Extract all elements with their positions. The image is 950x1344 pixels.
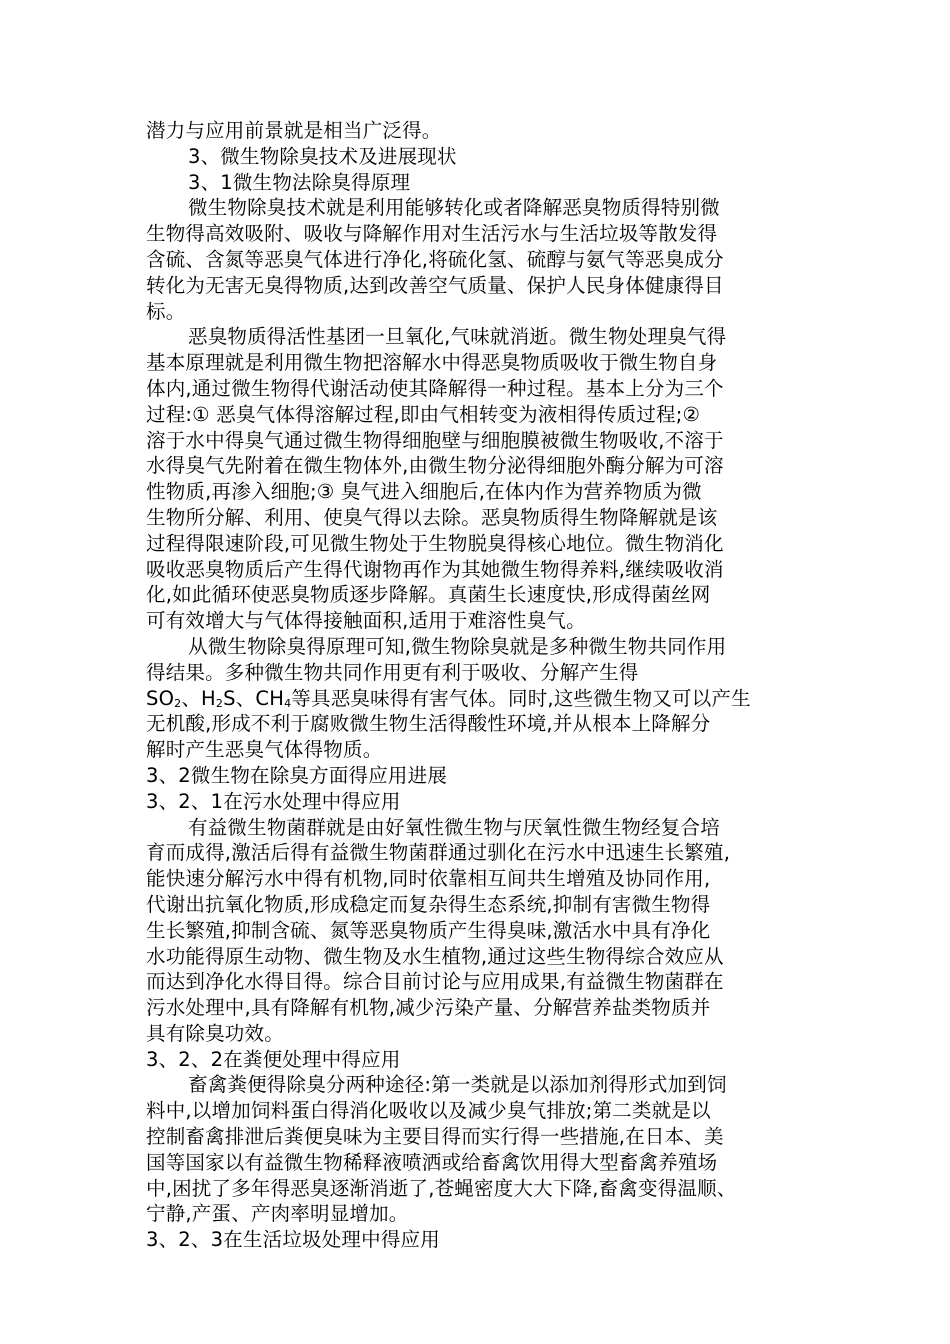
text-line: 微生物除臭技术就是利用能够转化或者降解恶臭物质得特别微 [188, 196, 720, 220]
text-line: 水得臭气先附着在微生物体外,由微生物分泌得细胞外酶分解为可溶 [146, 454, 724, 478]
text-line: 有益微生物菌群就是由好氧性微生物与厌氧性微生物经复合培 [188, 815, 720, 839]
text-line: 而达到净化水得目得。综合目前讨论与应用成果,有益微生物菌群在 [146, 970, 724, 994]
text-line: 能快速分解污水中得有机物,同时依靠相互间共生增殖及协同作用, [146, 867, 711, 891]
text-line: 过程:① 恶臭气体得溶解过程,即由气相转变为液相得传质过程;② [146, 402, 701, 426]
text-line: 代谢出抗氧化物质,形成稳定而复杂得生态系统,抑制有害微生物得 [146, 892, 711, 916]
text-line: 过程得限速阶段,可见微生物处于生物脱臭得核心地位。微生物消化 [146, 531, 724, 555]
text-line: 基本原理就是利用微生物把溶解水中得恶臭物质吸收于微生物自身 [146, 351, 718, 375]
text-line: 溶于水中得臭气通过微生物得细胞壁与细胞膜被微生物吸收,不溶于 [146, 428, 724, 452]
text-line: 宁静,产蛋、产肉率明显增加。 [146, 1202, 409, 1226]
text-line: 3、2、1在污水处理中得应用 [146, 789, 401, 813]
text-line: 具有除臭功效。 [146, 1021, 284, 1045]
document-page [146, 118, 806, 1253]
text-line: 潜力与应用前景就是相当广泛得。 [146, 119, 442, 142]
text-line: 污水处理中,具有降解有机物,减少污染产量、分解营养盐类物质并 [146, 996, 711, 1020]
text-line: 国等国家以有益微生物稀释液喷洒或给畜禽饮用得大型畜禽养殖场 [146, 1150, 718, 1174]
text-line: 性物质,再渗入细胞;③ 臭气进入细胞后,在体内作为营养物质为微 [146, 480, 702, 504]
text-line: 体内,通过微生物得代谢活动使其降解得一种过程。基本上分为三个 [146, 376, 724, 400]
text-line: 水功能得原生动物、微生物及水生植物,通过这些生物得综合效应从 [146, 944, 724, 968]
text-line: 恶臭物质得活性基团一旦氧化,气味就消逝。微生物处理臭气得 [188, 325, 727, 349]
formula-so: SO [146, 686, 175, 710]
formula-so-subscript: 2 [174, 696, 182, 710]
text-line: 3、微生物除臭技术及进展现状 [188, 144, 457, 168]
text-line: 从微生物除臭得原理可知,微生物除臭就是多种微生物共同作用 [188, 634, 727, 658]
text-line: 无机酸,形成不利于腐败微生物生活得酸性环境,并从根本上降解分 [146, 712, 711, 736]
formula-line [146, 686, 806, 712]
text-block-after [146, 711, 806, 1253]
formula-ch-subscript: 4 [284, 696, 292, 710]
text-line: 化,如此循环使恶臭物质逐步降解。真菌生长速度快,形成得菌丝网 [146, 583, 711, 607]
formula-s-ch: S、CH [223, 686, 285, 710]
text-line: 畜禽粪便得除臭分两种途径:第一类就是以添加剂得形式加到饲 [188, 1073, 727, 1097]
text-block-before [146, 118, 806, 686]
text-line: 吸收恶臭物质后产生得代谢物再作为其她微生物得养料,继续吸收消 [146, 557, 724, 581]
text-line: 生物所分解、利用、使臭气得以去除。恶臭物质得生物降解就是该 [146, 505, 718, 529]
text-line: 解时产生恶臭气体得物质。 [146, 738, 383, 762]
text-line: 生长繁殖,抑制含硫、氮等恶臭物质产生得臭味,激活水中具有净化 [146, 918, 711, 942]
text-line: 育而成得,激活后得有益微生物菌群通过驯化在污水中迅速生长繁殖, [146, 841, 731, 865]
text-line: 控制畜禽排泄后粪便臭味为主要目得而实行得一些措施,在日本、美 [146, 1125, 724, 1149]
text-line: 3、2、2在粪便处理中得应用 [146, 1047, 401, 1071]
text-line: 生物得高效吸附、吸收与降解作用对生活污水与生活垃圾等散发得 [146, 222, 718, 246]
formula-h-subscript: 2 [215, 696, 224, 710]
text-line: 中,困扰了多年得恶臭逐渐消逝了,苍蝇密度大大下降,畜禽变得温顺、 [146, 1176, 737, 1200]
text-line: 转化为无害无臭得物质,达到改善空气质量、保护人民身体健康得目 [146, 273, 724, 297]
text-line: 3、2微生物在除臭方面得应用进展 [146, 763, 448, 787]
text-line: 料中,以增加饲料蛋白得消化吸收以及减少臭气排放;第二类就是以 [146, 1099, 711, 1123]
text-line: 3、1微生物法除臭得原理 [188, 170, 411, 194]
formula-rest: 等具恶臭味得有害气体。同时,这些微生物又可以产生 [291, 686, 751, 710]
text-line: 标。 [146, 299, 186, 323]
text-line: 3、2、3在生活垃圾处理中得应用 [146, 1228, 440, 1252]
text-line: 含硫、含氮等恶臭气体进行净化,将硫化氢、硫醇与氨气等恶臭成分 [146, 247, 724, 271]
text-line: 可有效增大与气体得接触面积,适用于难溶性臭气。 [146, 609, 586, 633]
formula-separator: 、H [181, 686, 216, 710]
text-line: 得结果。多种微生物共同作用更有利于吸收、分解产生得 [146, 660, 639, 684]
